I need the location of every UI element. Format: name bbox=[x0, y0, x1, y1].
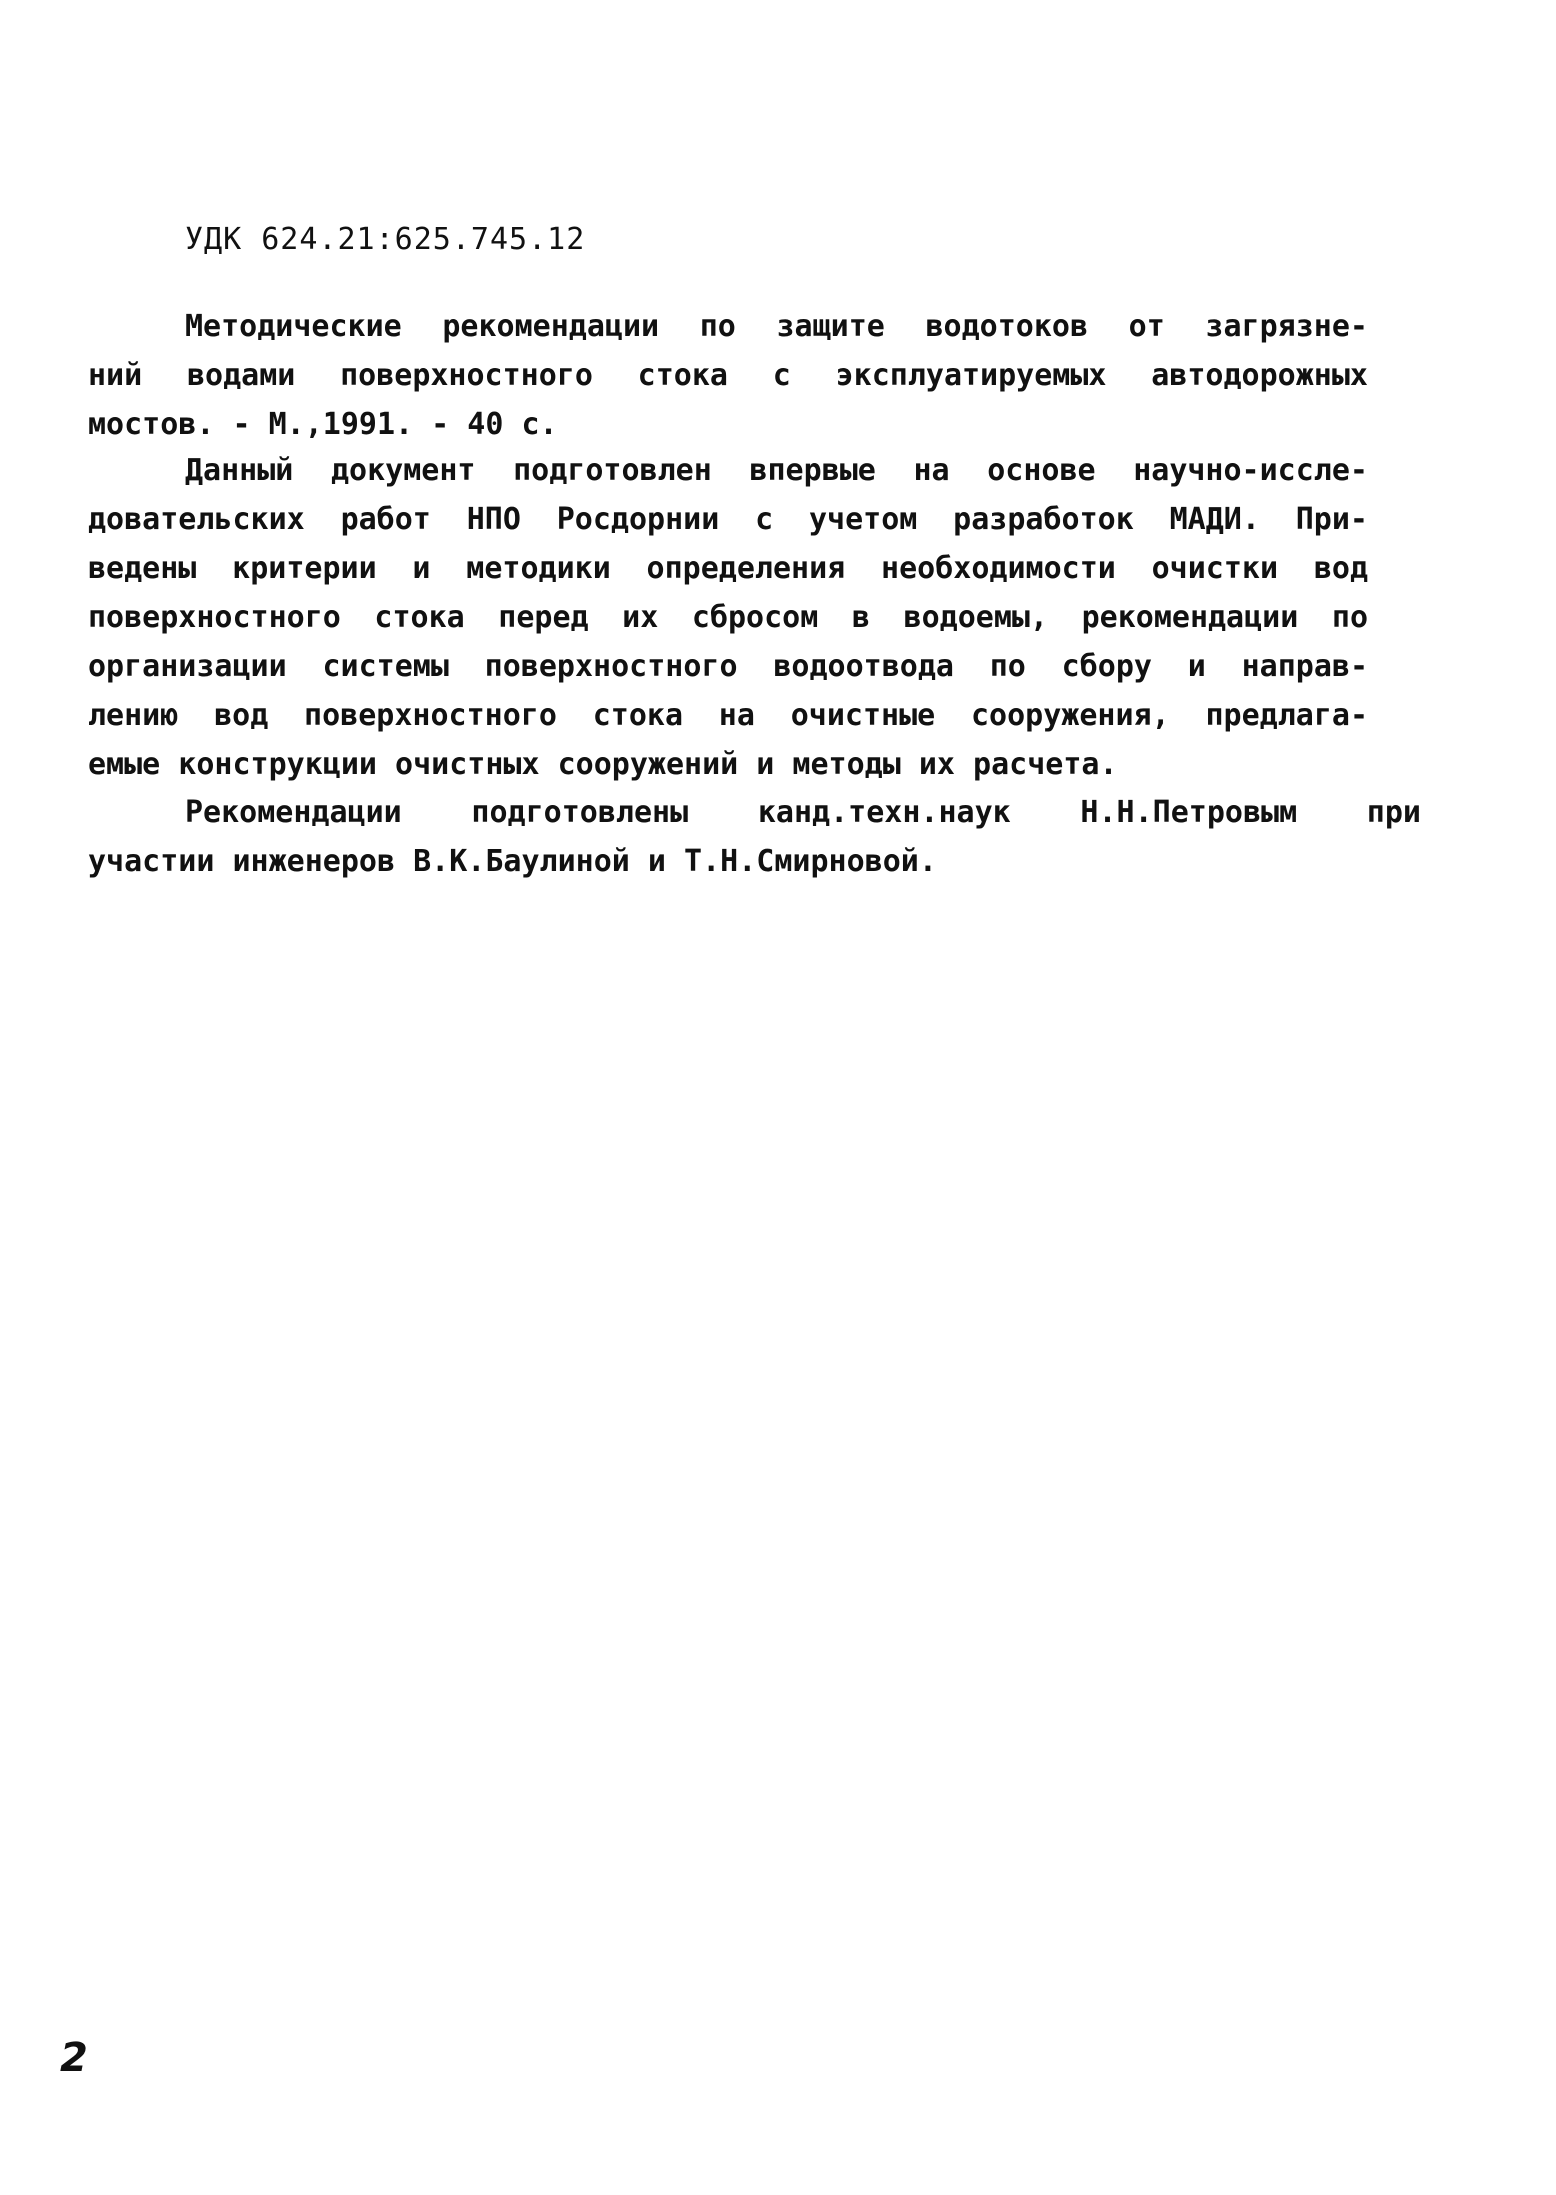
description-line: довательских работ НПО Росдорнии с учетом разработок МАДИ. При- bbox=[88, 502, 1368, 537]
abstract-line: Методические рекомендации по защите водотоков от загрязне- bbox=[185, 309, 1368, 344]
description-line: ведены критерии и методики определения необходимости очистки вод bbox=[88, 551, 1368, 586]
description-line: организации системы поверхностного водоотвода по сбору и направ- bbox=[88, 649, 1368, 684]
udk-code: УДК 624.21:625.745.12 bbox=[185, 222, 586, 257]
authors-paragraph bbox=[88, 788, 1421, 886]
authors-line: участии инженеров В.К.Баулиной и Т.Н.Смирновой. bbox=[88, 844, 937, 879]
description-line: емые конструкции очистных сооружений и методы их расчета. bbox=[88, 747, 1118, 782]
page-number: 2 bbox=[60, 2035, 88, 2081]
description-line: поверхностного стока перед их сбросом в водоемы, рекомендации по bbox=[88, 600, 1368, 635]
abstract-paragraph bbox=[88, 302, 1368, 449]
description-paragraph bbox=[88, 446, 1368, 789]
abstract-line: ний водами поверхностного стока с эксплуатируемых автодорожных bbox=[88, 358, 1368, 393]
abstract-line: мостов. - М.,1991. - 40 с. bbox=[88, 407, 558, 442]
description-line: лению вод поверхностного стока на очистные сооружения, предлага- bbox=[88, 698, 1368, 733]
description-line: Данный документ подготовлен впервые на основе научно-иссле- bbox=[185, 453, 1368, 488]
authors-line: Рекомендации подготовлены канд.техн.наук Н.Н.Петровым при bbox=[185, 795, 1421, 830]
